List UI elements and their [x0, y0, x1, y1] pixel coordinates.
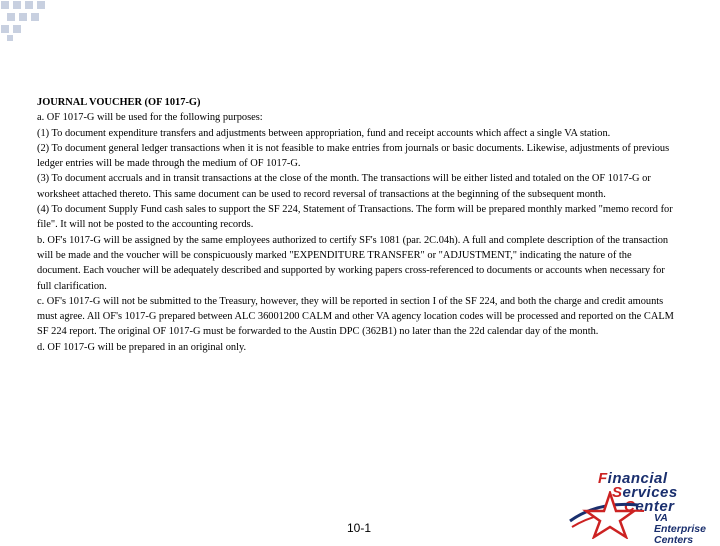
paragraph-a: a. OF 1017-G will be used for the following purposes:: [37, 112, 263, 124]
paragraph-c: c. OF's 1017-G will not be submitted to the Treasury, however, they will be reported in section I of the SF 224, and both the charge and credit amounts must agree. All OF's 1017-G prepared between ALC 36001200 CALM and other VA agency location codes will be processed and reported on the CALM SF 224 report. The original OF 1017-G must be forwarded to the Austin DPC (362B1) no later than the 22d calendar day of the month.: [37, 295, 674, 338]
paragraph-a2: (2) To document general ledger transactions when it is not feasible to make entries from journals or basic documents. Likewise, adjustments of previous ledger entries will be made through the medium of OF 1017-G.: [37, 142, 670, 170]
logo-line-financial: Financial: [598, 470, 668, 487]
paragraph-d: d. OF 1017-G will be prepared in an original only.: [37, 341, 247, 353]
document-title: JOURNAL VOUCHER (OF 1017-G): [37, 97, 201, 108]
corner-squares-decoration: [0, 0, 56, 42]
logo-subtitle: VA Enterprise Centers: [654, 512, 706, 546]
paragraph-a4: (4) To document Supply Fund cash sales to support the SF 224, Statement of Transactions. The form will be prepared monthly marked "memo record for file". It will not be posted to the accounting records.: [37, 204, 673, 231]
paragraph-a3: (3) To document accruals and in transit transactions at the close of the month. The transactions will be either listed and totaled on the OF 1017-G or worksheet attached thereto. This same document can be used to record reversal of transactions at the beginning of the subsequent month.: [37, 173, 651, 200]
logo-line-services: Services: [612, 484, 678, 501]
page-number: 10-1: [347, 521, 372, 535]
paragraph-b: b. OF's 1017-G will be assigned by the same employees authorized to certify SF's 1081 (par. 2C.04h). A full and complete description of the transaction will be made and the voucher will be conspicuously marked "EXPENDITURE TRANSFER" or "ADJUSTMENT," indicating the nature of the document. Each voucher will be adequately described and supported by working papers cross-referenced to documents or accounts when necessary for full clarification.: [37, 234, 669, 292]
logo-line-center: Center: [624, 498, 675, 515]
star-swoosh-icon: [568, 491, 652, 539]
financial-services-center-logo: [562, 465, 720, 546]
paragraph-a1: (1) To document expenditure transfers and adjustments between appropriation, fund and receipt accounts which affect a single VA station.: [37, 127, 611, 139]
document-body: [37, 95, 677, 355]
